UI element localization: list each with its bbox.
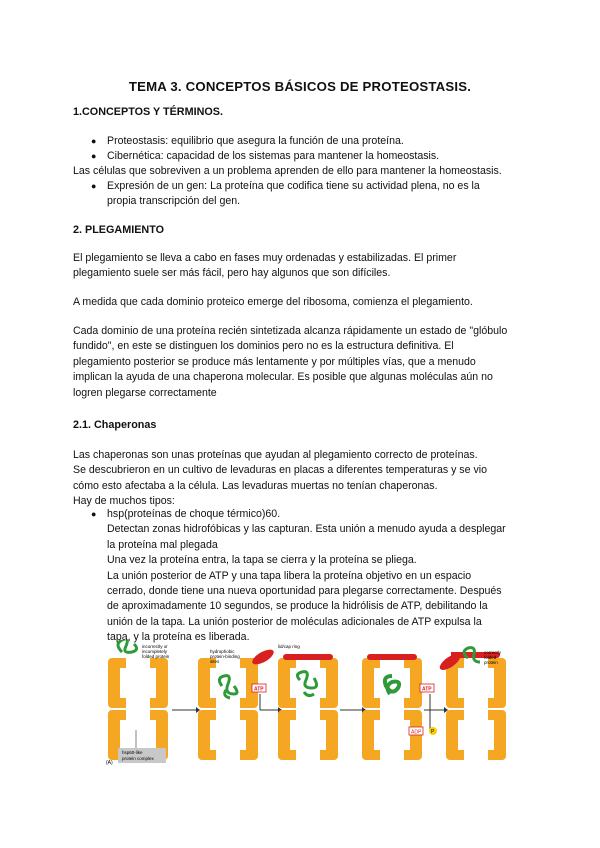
panel-label: (A) xyxy=(106,760,113,766)
list-item-line: tapa, y la proteína es liberada. xyxy=(107,631,250,644)
chaperone-open-2 xyxy=(198,658,258,760)
bullet-icon: ● xyxy=(91,151,97,161)
bound-protein-2 xyxy=(219,676,237,698)
paragraph-line: plegamiento posterior se produce más lentamente y por múltiples vías, que a menudo xyxy=(73,355,476,368)
lid-on-chaperone xyxy=(367,654,417,660)
section-heading-conceptos: 1.CONCEPTOS Y TÉRMINOS. xyxy=(73,106,223,118)
misfolded-protein-1 xyxy=(118,640,137,652)
lid-on-chaperone xyxy=(283,654,333,660)
list-item xyxy=(91,179,527,210)
paragraph xyxy=(73,324,533,401)
list-item-text: Cibernética: capacidad de los sistemas para mantener la homeostasis. xyxy=(107,150,440,162)
page-title: TEMA 3. CONCEPTOS BÁSICOS DE PROTEOSTASIS. xyxy=(128,79,472,94)
chaperone-closed-4 xyxy=(362,658,422,760)
label-complex-line: hsp60-like xyxy=(122,750,143,755)
paragraph-line: Hay de muchos tipos: xyxy=(73,495,175,508)
section-heading-chaperonas: 2.1. Chaperonas xyxy=(73,419,157,431)
paragraph xyxy=(73,295,533,310)
paragraph-line: plegamiento suele ser más fácil, pero hay algunos que son difíciles. xyxy=(73,267,391,280)
chaperone-open-5 xyxy=(446,658,506,760)
paragraph-line: Cada dominio de una proteína recién sintetizada alcanza rápidamente un estado de "glóbulo xyxy=(73,325,508,337)
paragraph-line: A medida que cada dominio proteico emerge del ribosoma, comienza el plegamiento. xyxy=(73,296,473,308)
list-item-line: la proteína mal plegada xyxy=(107,538,218,551)
bullet-icon: ● xyxy=(91,509,97,519)
list-item-line: cerrado, donde tiene una nueva oportunidad para plegarse correctamente. Después xyxy=(107,585,502,598)
paragraph-text: Las células que sobreviven a un problema aprenden de ello para mantener la homeostasis. xyxy=(73,165,502,177)
label-correct-line: protein xyxy=(484,660,498,665)
label-hydrophobic-line: hydrophobic xyxy=(210,649,235,654)
phosphate-label: P xyxy=(431,729,435,735)
list-item-line: de aproximadamente 10 segundos, se produce la hidrólisis de ATP, debilitando la xyxy=(107,600,488,613)
folded-protein-4 xyxy=(385,676,399,694)
bullet-icon: ● xyxy=(91,136,97,146)
list-item-line: Detectan zonas hidrofóbicas y las capturan. Esta unión a menudo ayuda a desplegar xyxy=(107,523,506,536)
list-item-line: propia transcripción del gen. xyxy=(107,195,241,208)
list-item-line: La unión posterior de ATP y una tapa libera la proteína objetivo en un espacio xyxy=(107,569,472,582)
paragraph-line: fundido", en este se distinguen los dominios pero no es la estructura definitiva. El xyxy=(73,340,454,353)
paragraph xyxy=(73,448,533,510)
label-incorrect-line: incompletely xyxy=(142,649,168,654)
label-lid: lid/cap ring xyxy=(278,644,300,649)
list-item-line: Expresión de un gen: La proteína que codifica tiene su actividad plena, no es la xyxy=(107,180,480,192)
paragraph-line: El plegamiento se lleva a cabo en fases muy ordenadas y estabilizadas. El primer xyxy=(73,252,457,264)
adp-label: ADP xyxy=(411,729,422,736)
list-item xyxy=(91,149,527,164)
paragraph-line: Las chaperonas son unas proteínas que ayudan al plegamiento correcto de proteínas. xyxy=(73,449,478,461)
label-correct-line: folded xyxy=(484,655,497,660)
list-item-line: Una vez la proteína entra, la tapa se cierra y la proteína se pliega. xyxy=(107,554,417,567)
chaperone-open-1 xyxy=(108,658,168,760)
paragraph-line: implican la ayuda de una chaperona molecular. Es posible que algunas moléculas aún no xyxy=(73,371,493,384)
list-item-line: hsp(proteínas de choque térmico)60. xyxy=(107,508,281,520)
label-incorrect-line: incorrectly or xyxy=(142,644,168,649)
atp-label: ATP xyxy=(422,686,432,693)
paragraph-line: logren plegarse correctamente xyxy=(73,386,217,399)
list-item-line: unión de la tapa. La unión posterior de moléculas adicionales de ATP expulsa la xyxy=(107,615,482,628)
list-item-text: Proteostasis: equilibrio que asegura la función de una proteína. xyxy=(107,135,404,147)
label-complex-line: protein complex xyxy=(122,756,154,761)
chaperone-cycle-figure xyxy=(100,640,520,770)
bullet-icon: ● xyxy=(91,181,97,191)
label-incorrect-line: folded protein xyxy=(142,654,170,659)
paragraph-line: cómo esto afectaba a la célula. Las levaduras muertas no tenían chaperonas. xyxy=(73,479,438,492)
paragraph-line: Se descubrieron en un cultivo de levaduras en placas a diferentes temperaturas y se vio xyxy=(73,464,487,477)
list-item xyxy=(91,507,527,646)
paragraph xyxy=(73,164,533,179)
folding-protein-3 xyxy=(297,672,316,696)
label-correct-line: correctly xyxy=(484,650,502,655)
list-item xyxy=(91,134,527,149)
paragraph xyxy=(73,251,533,282)
atp-label: ATP xyxy=(254,686,264,693)
label-hydrophobic-line: sites xyxy=(210,659,220,664)
section-heading-plegamiento: 2. PLEGAMIENTO xyxy=(73,224,164,236)
label-hydrophobic-line: protein-binding xyxy=(210,654,240,659)
